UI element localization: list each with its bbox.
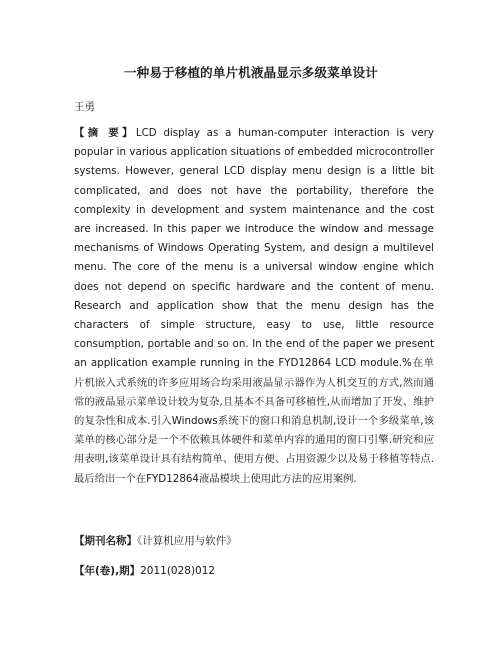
year-value: 2011(028)012 bbox=[140, 565, 216, 577]
abstract-paragraph bbox=[74, 124, 434, 489]
year-volume-issue-line bbox=[74, 563, 215, 578]
journal-label: 【期刊名称】 bbox=[74, 535, 137, 547]
abstract-label: 【摘 要】 bbox=[74, 127, 136, 139]
year-label: 【年(卷),期】 bbox=[74, 565, 141, 577]
paper-title: 一种易于移植的单片机液晶显示多级菜单设计 bbox=[123, 65, 378, 80]
paper-author: 王勇 bbox=[74, 101, 95, 113]
journal-value: 《计算机应用与软件》 bbox=[137, 535, 237, 547]
abstract-text: LCD display as a human-computer interaction is very popular in various application situations of embedded microcontroller systems. However, general LCD display menu design is a little bit complicated, and does not have the portability, therefore the complexity in development and system maintenance and the cost are increased. In this paper we introduce the window and message mechanisms of Windows Operating System, and design a multilevel menu. The core of the menu is a universal window engine which does not depend on specific hardware and the content of menu. Research and application show that the menu design has the characters of simple structure, easy to use, little resource consumption, portable and so on. In the end of the paper we present an application example running in the FYD12864 LCD module.%在单片机嵌入式系统的许多应用场合均采用液晶显示器作为人机交互的方式,然而通常的液晶显示菜单设计较为复杂,且基本不具备可移植性,从而增加了开发、维护的复杂性和成本.引入Windows系统下的窗口和消息机制,设计一个多级菜单,该菜单的核心部分是一个不依赖具体硬件和菜单内容的通用的窗口引擎.研究和应用表明,该菜单设计具有结构简单、使用方便、占用资源少以及易于移植等特点.最后给出一个在FYD12864液晶模块上使用此方法的应用案例. bbox=[74, 127, 434, 485]
journal-line bbox=[74, 533, 237, 548]
